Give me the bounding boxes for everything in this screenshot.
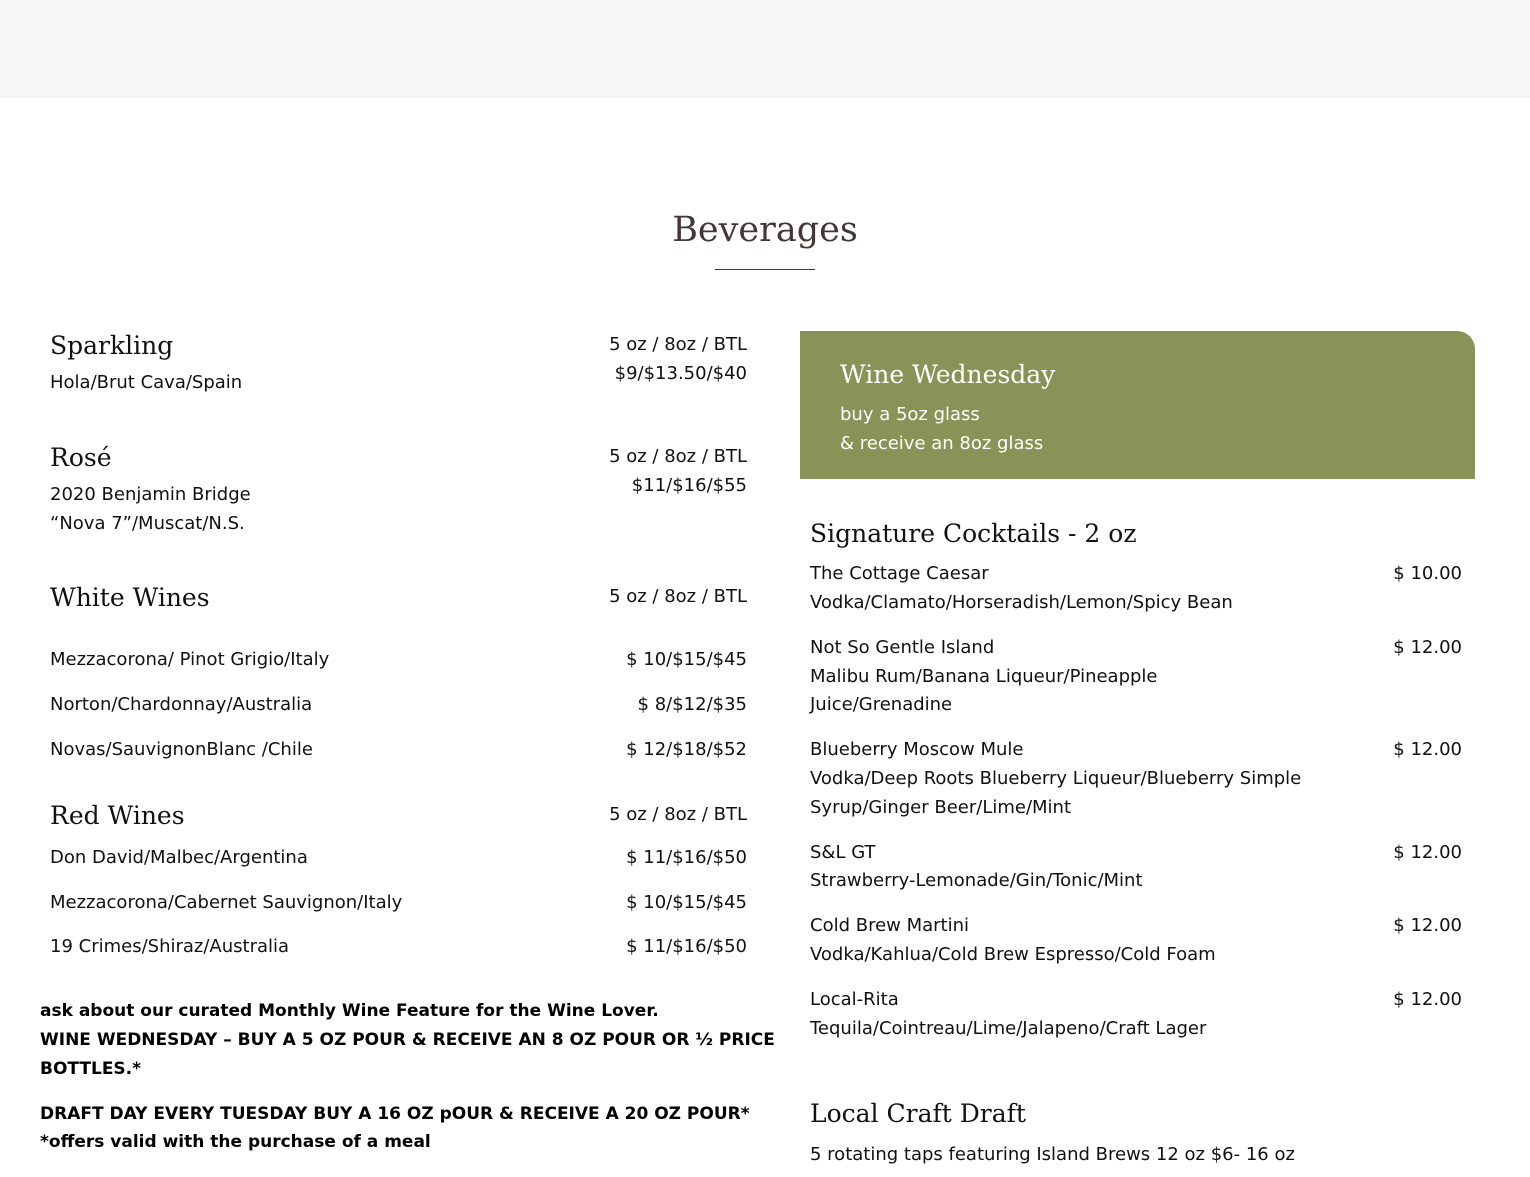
wine-wednesday-heading: Wine Wednesday [840, 360, 1056, 389]
rose-item-line2: “Nova 7”/Muscat/N.S. [50, 513, 245, 534]
cocktail-name: Local-Rita [810, 989, 899, 1010]
white-wines-sizes: 5 oz / 8oz / BTL [609, 586, 747, 607]
cocktail-name: Blueberry Moscow Mule [810, 739, 1024, 760]
red-wine-price: $ 10/$15/$45 [626, 892, 747, 913]
red-wines-sizes: 5 oz / 8oz / BTL [609, 804, 747, 825]
cocktail-description: Tequila/Cointreau/Lime/Jalapeno/Craft Lager [810, 1018, 1207, 1039]
cocktail-name: Cold Brew Martini [810, 915, 970, 936]
white-wine-item: Novas/SauvignonBlanc /Chile [50, 739, 313, 760]
cocktail-price: $ 12.00 [1393, 637, 1462, 658]
cocktails-heading: Signature Cocktails - 2 oz [810, 519, 1137, 548]
red-wine-price: $ 11/$16/$50 [626, 847, 747, 868]
draft-day-note: DRAFT DAY EVERY TUESDAY BUY A 16 OZ pOUR & RECEIVE A 20 OZ POUR* [40, 1104, 750, 1124]
cocktail-name: S&L GT [810, 842, 876, 863]
white-wines-heading: White Wines [50, 583, 210, 612]
top-nav-bar [0, 0, 1530, 98]
white-wine-price: $ 12/$18/$52 [626, 739, 747, 760]
rose-item-line1: 2020 Benjamin Bridge [50, 484, 251, 505]
cocktail-price: $ 10.00 [1393, 563, 1462, 584]
cocktail-price: $ 12.00 [1393, 989, 1462, 1010]
sparkling-sizes: 5 oz / 8oz / BTL [609, 334, 747, 355]
cocktail-description: Vodka/Clamato/Horseradish/Lemon/Spicy Bean [810, 592, 1233, 613]
title-divider [715, 269, 815, 270]
white-wine-price: $ 10/$15/$45 [626, 649, 747, 670]
monthly-feature-note: ask about our curated Monthly Wine Feature for the Wine Lover. [40, 1001, 659, 1021]
sparkling-item: Hola/Brut Cava/Spain [50, 372, 243, 393]
cocktail-description-cont: Juice/Grenadine [810, 694, 953, 715]
wine-wednesday-banner [800, 331, 1475, 479]
red-wine-price: $ 11/$16/$50 [626, 936, 747, 957]
wine-wednesday-note-cont: BOTTLES.* [40, 1059, 142, 1079]
page-title: Beverages [672, 210, 858, 250]
wine-wednesday-line2: & receive an 8oz glass [840, 433, 1044, 454]
sparkling-price: $9/$13.50/$40 [614, 363, 747, 384]
cocktail-price: $ 12.00 [1393, 842, 1462, 863]
white-wine-item: Mezzacorona/ Pinot Grigio/Italy [50, 649, 330, 670]
cocktail-price: $ 12.00 [1393, 915, 1462, 936]
red-wine-item: Don David/Malbec/Argentina [50, 847, 308, 868]
cocktail-description: Malibu Rum/Banana Liqueur/Pineapple [810, 666, 1158, 687]
cocktail-description: Strawberry-Lemonade/Gin/Tonic/Mint [810, 870, 1143, 891]
cocktail-price: $ 12.00 [1393, 739, 1462, 760]
cocktail-name: The Cottage Caesar [810, 563, 989, 584]
white-wine-price: $ 8/$12/$35 [637, 694, 747, 715]
craft-draft-heading: Local Craft Draft [810, 1099, 1026, 1128]
sparkling-heading: Sparkling [50, 331, 174, 360]
offer-disclaimer: *offers valid with the purchase of a meal [40, 1132, 431, 1152]
rose-heading: Rosé [50, 443, 112, 472]
cocktail-name: Not So Gentle Island [810, 637, 995, 658]
red-wines-heading: Red Wines [50, 801, 185, 830]
cocktail-description-cont: Syrup/Ginger Beer/Lime/Mint [810, 797, 1072, 818]
rose-price: $11/$16/$55 [631, 475, 747, 496]
red-wine-item: 19 Crimes/Shiraz/Australia [50, 936, 290, 957]
white-wine-item: Norton/Chardonnay/Australia [50, 694, 313, 715]
wine-wednesday-line1: buy a 5oz glass [840, 404, 980, 425]
red-wine-item: Mezzacorona/Cabernet Sauvignon/Italy [50, 892, 403, 913]
cocktail-description: Vodka/Deep Roots Blueberry Liqueur/Blueberry Simple [810, 768, 1302, 789]
rose-sizes: 5 oz / 8oz / BTL [609, 446, 747, 467]
cocktail-description: Vodka/Kahlua/Cold Brew Espresso/Cold Foam [810, 944, 1216, 965]
craft-draft-description: 5 rotating taps featuring Island Brews 12 oz $6- 16 oz [810, 1144, 1295, 1165]
wine-wednesday-note: WINE WEDNESDAY – BUY A 5 OZ POUR & RECEIVE AN 8 OZ POUR OR ½ PRICE [40, 1030, 775, 1050]
